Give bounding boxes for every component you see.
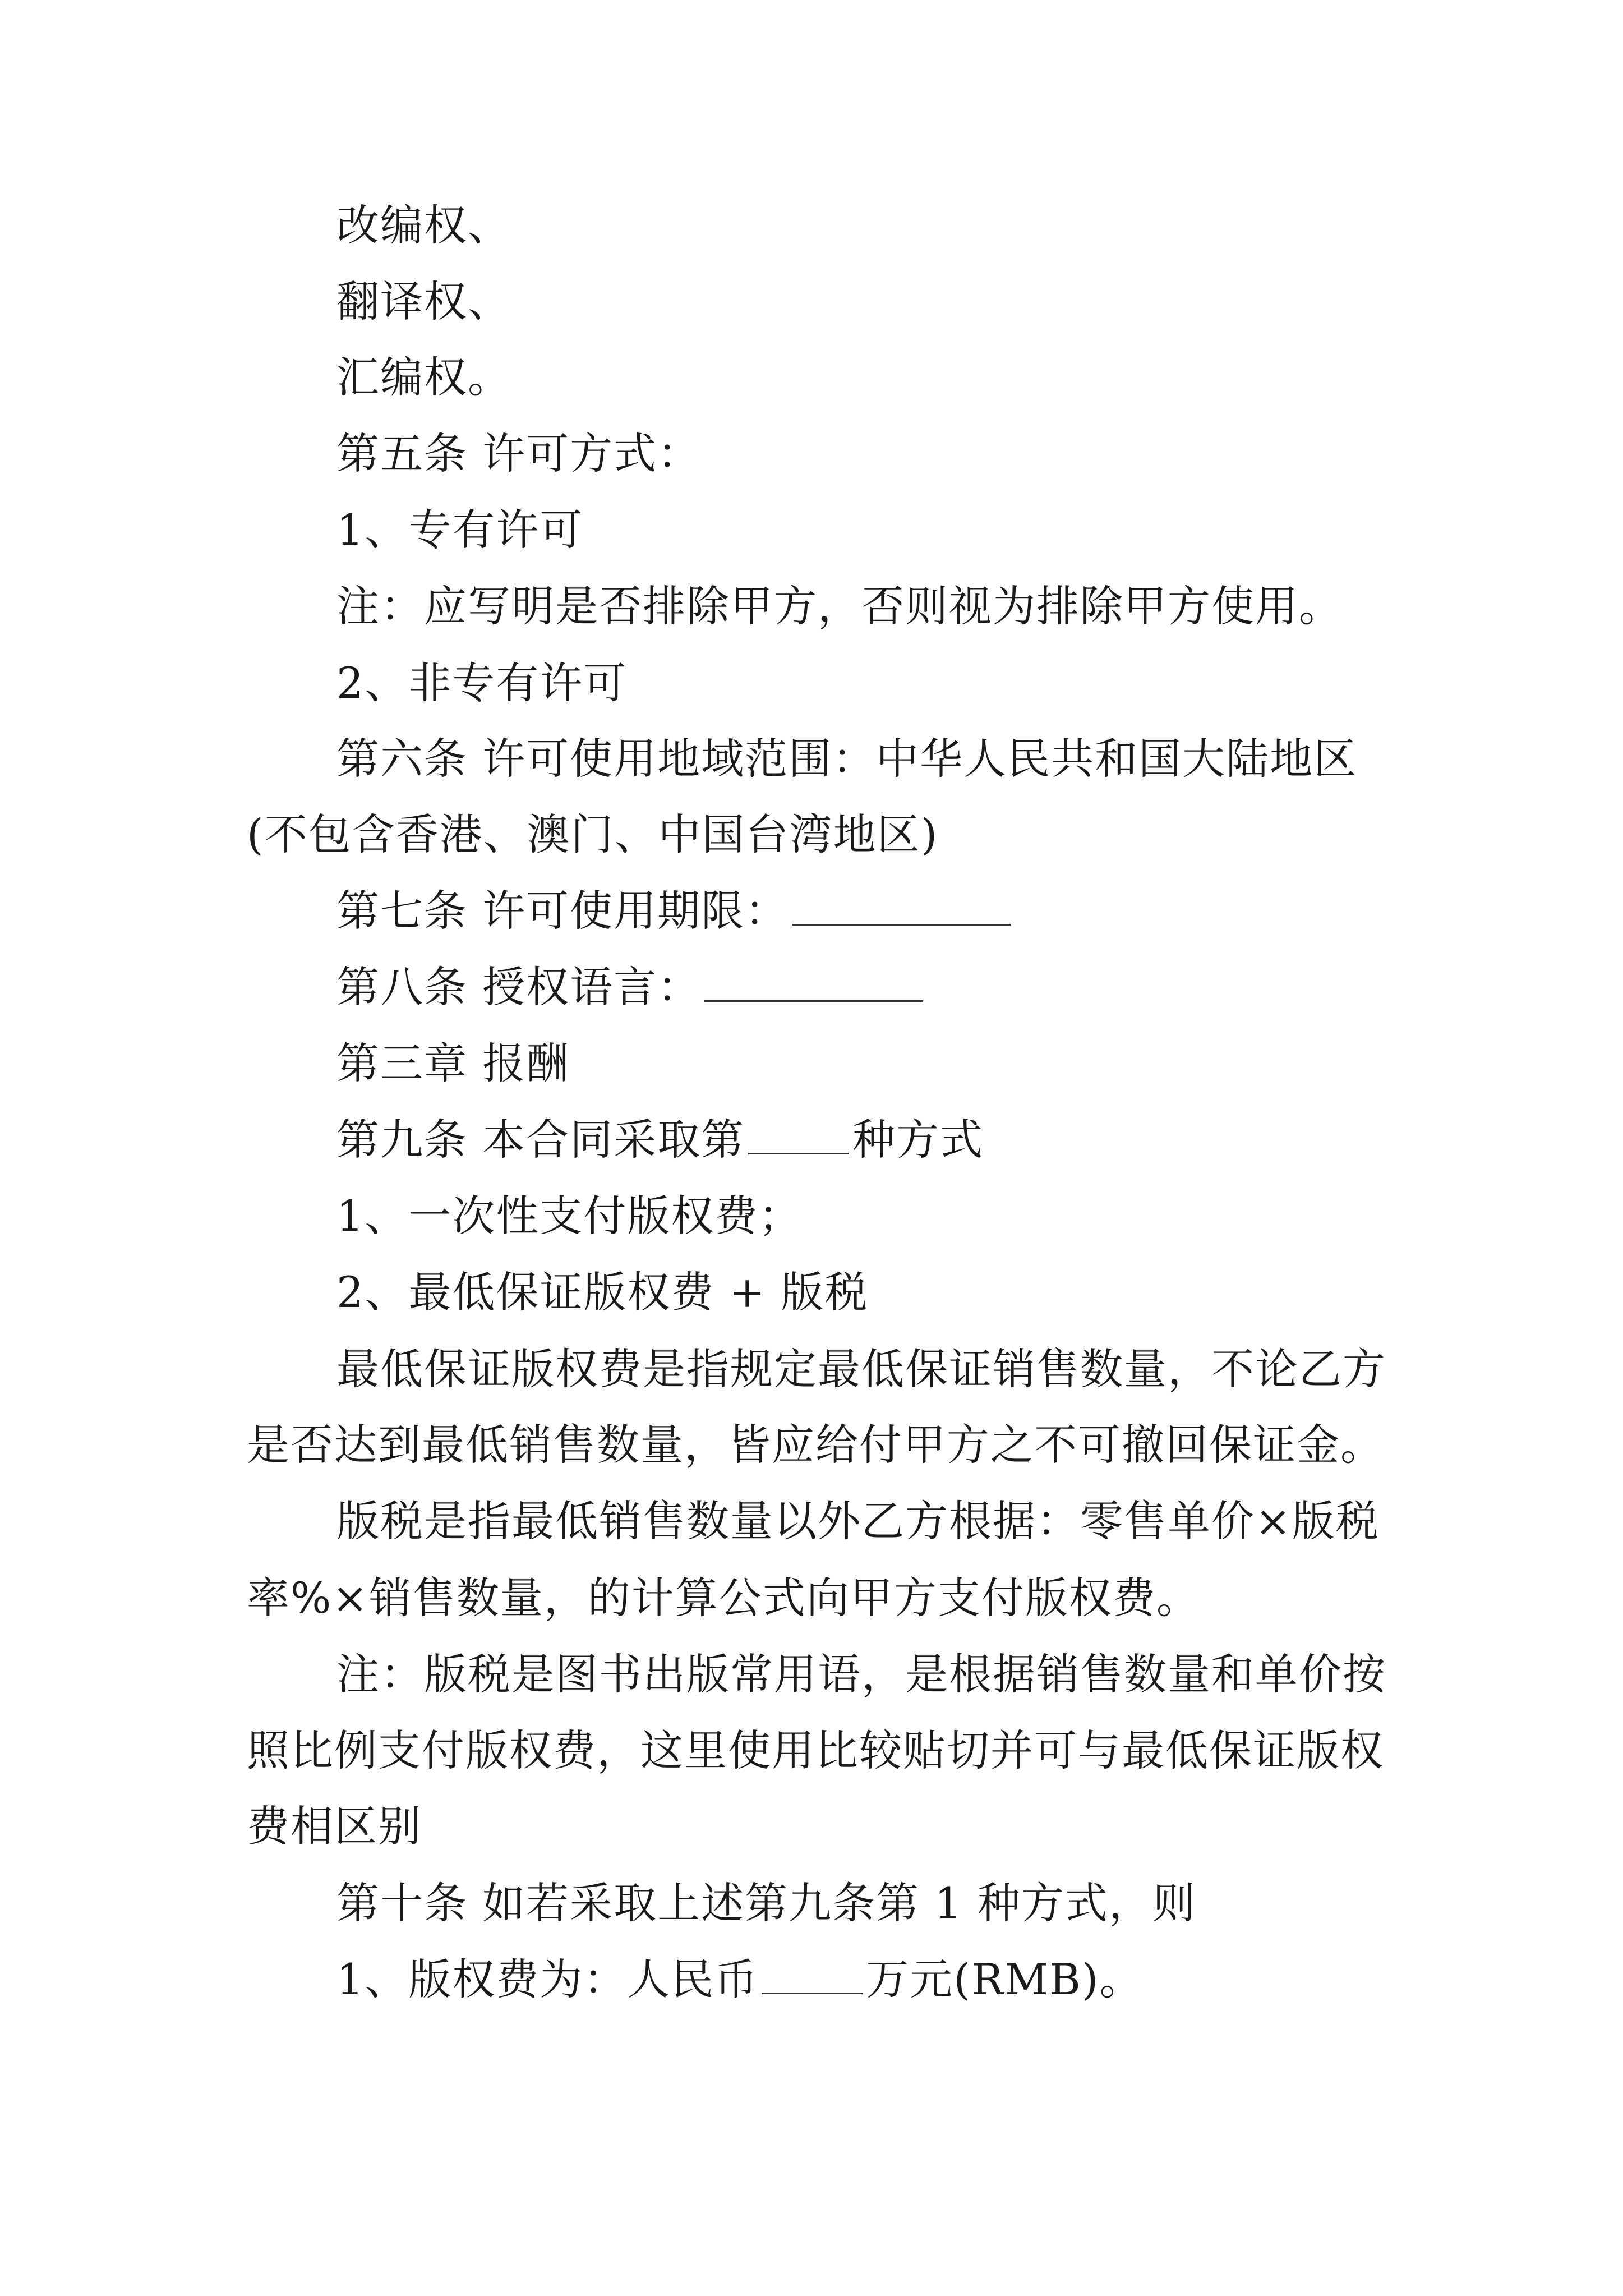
text-line-20: 注：版税是图书出版常用语，是根据销售数量和单价按 [336,1649,1386,1699]
text-line-9: (不包含香港、澳门、中国台湾地区) [247,809,939,859]
blank-field [762,1958,863,1994]
note-line: 注：应写明是否排除甲方，否则视为排除甲方使用。 [336,581,1343,631]
fee-line [336,1952,1144,2008]
article-7-text: 第七条 许可使用期限： [336,886,789,936]
text-line-15: 2、最低保证版权费 + 版税 [336,1267,869,1317]
article-7-line [336,883,1014,939]
article-8-line [336,959,926,1015]
text-line-21: 照比例支付版权费，这里使用比较贴切并可与最低保证版权 [247,1726,1384,1775]
blank-field [792,889,1011,926]
text-line-16: 最低保证版权费是指规定最低保证销售数量，不论乙方 [336,1344,1386,1394]
text-line-19: 率%×销售数量，的计算公式向甲方支付版权费。 [247,1573,1200,1623]
article-9-line [336,1112,984,1168]
fee-suffix: 万元(RMB)。 [866,1954,1144,2004]
text-line-14: 1、一次性支付版权费； [336,1191,803,1241]
text-line-18: 版税是指最低销售数量以外乙方根据：零售单价×版税 [336,1496,1380,1546]
text-line-5: 1、专有许可 [336,505,584,555]
blank-field [704,965,923,1002]
text-line-2: 翻译权、 [336,277,511,326]
article-9-suffix: 种方式 [852,1115,984,1165]
chapter-3-heading: 第三章 报酬 [336,1038,570,1088]
article-5-heading: 第五条 许可方式： [336,429,702,478]
text-line-3: 汇编权。 [336,352,511,402]
fee-text: 1、版权费为：人民币 [336,1954,759,2004]
blank-field [748,1118,849,1154]
text-line-17: 是否达到最低销售数量，皆应给付甲方之不可撤回保证金。 [247,1420,1384,1470]
text-line-7: 2、非专有许可 [336,658,628,708]
article-6-heading: 第六条 许可使用地域范围：中华人民共和国大陆地区 [336,734,1358,784]
text-line-1: 改编权、 [336,200,511,250]
article-8-text: 第八条 授权语言： [336,962,702,1012]
article-9-text: 第九条 本合同采取第 [336,1115,745,1165]
text-line-22: 费相区别 [247,1801,422,1851]
article-10-heading: 第十条 如若采取上述第九条第 1 种方式，则 [336,1878,1196,1928]
